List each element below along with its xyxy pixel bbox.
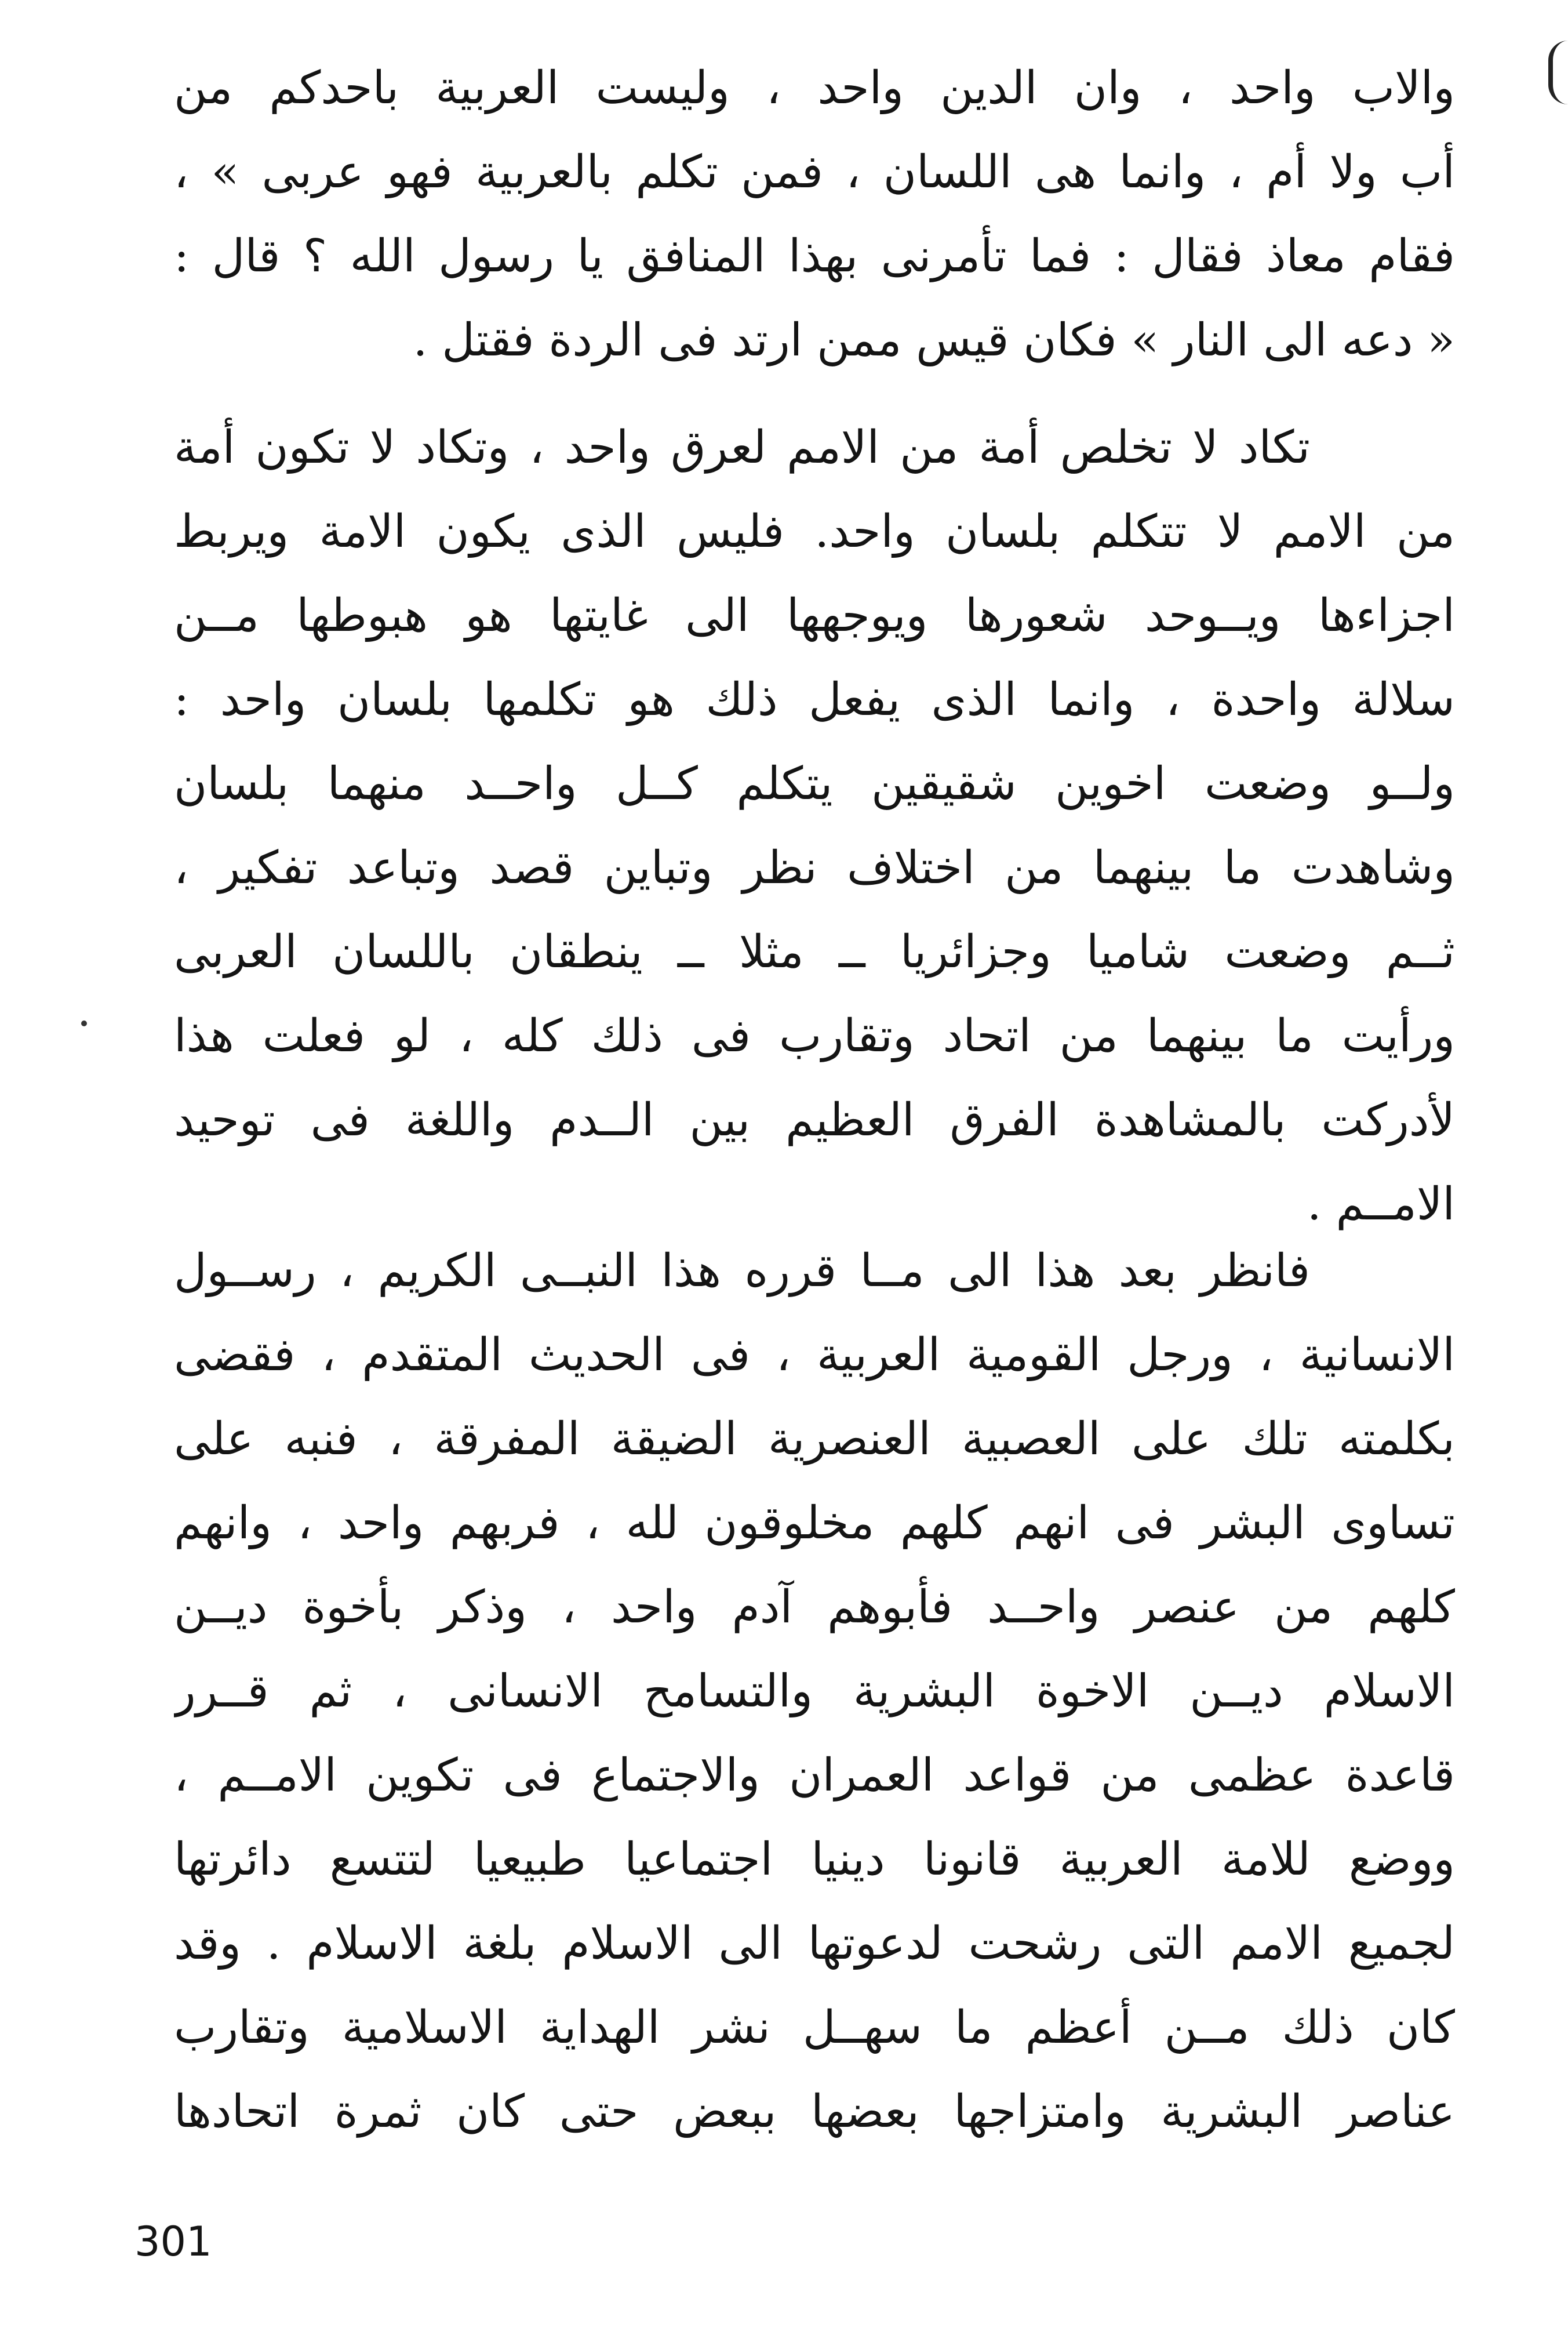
text-line: ورأيت ما بينهما من اتحاد وتقارب فى ذلك كله ، لو فعلت هذا — [174, 1010, 1455, 1062]
text-line: والاب واحد ، وان الدين واحد ، وليست العربية باحدكم من — [174, 62, 1455, 114]
text-line: الانسانية ، ورجل القومية العربية ، فى الحديث المتقدم ، فقضى — [174, 1329, 1455, 1381]
text-line: كلهم من عنصر واحــد فأبوهم آدم واحد ، وذكر بأخوة ديــن — [174, 1581, 1455, 1633]
text-line: وشاهدت ما بينهما من اختلاف نظر وتباين قصد وتباعد تفكير ، — [174, 842, 1455, 894]
text-line: الامــم . — [1307, 1178, 1455, 1230]
text-line: تساوى البشر فى انهم كلهم مخلوقون لله ، فربهم واحد ، وانهم — [174, 1497, 1455, 1549]
text-line: « دعه الى النار » فكان قيس ممن ارتد فى الردة فقتل . — [413, 314, 1455, 366]
text-line: كان ذلك مــن أعظم ما سهــل نشر الهداية الاسلامية وتقارب — [174, 2002, 1455, 2054]
paragraph-3 — [174, 1229, 1455, 2154]
text-line: تكاد لا تخلص أمة من الامم لعرق واحد ، وتكاد لا تكون أمة — [174, 422, 1310, 474]
text-line: الاسلام ديــن الاخوة البشرية والتسامح الانسانى ، ثم قــرر — [174, 1665, 1455, 1717]
text-line: لأدركت بالمشاهدة الفرق العظيم بين الــدم واللغة فى توحيد — [174, 1094, 1455, 1146]
paragraph-2 — [174, 406, 1455, 1247]
page-number: 301 — [134, 2218, 212, 2265]
text-line: من الامم لا تتكلم بلسان واحد. فليس الذى يكون الامة ويربط — [174, 506, 1455, 558]
text-line: ثــم وضعت شاميا وجزائريا ــ مثلا ــ ينطقان باللسان العربى — [174, 926, 1455, 978]
text-line: بكلمته تلك على العصبية العنصرية الضيقة المفرقة ، فنبه على — [174, 1413, 1455, 1465]
text-line: اجزاءها ويــوحد شعورها ويوجهها الى غايتها هو هبوطها مــن — [174, 590, 1455, 642]
text-line: عناصر البشرية وامتزاجها بعضها ببعض حتى كان ثمرة اتحادها — [174, 2086, 1455, 2138]
text-line: سلالة واحدة ، وانما الذى يفعل ذلك هو تكلمها بلسان واحد : — [174, 674, 1455, 726]
text-line: قاعدة عظمى من قواعد العمران والاجتماع فى تكوين الامــم ، — [174, 1749, 1455, 1802]
page-edge-mark — [1548, 41, 1568, 104]
text-line: فقام معاذ فقال : فما تأمرنى بهذا المنافق يا رسول الله ؟ قال : — [174, 230, 1455, 282]
paragraph-1 — [174, 46, 1455, 383]
text-line: أب ولا أم ، وانما هى اللسان ، فمن تكلم بالعربية فهو عربى » ، — [174, 146, 1455, 198]
text-line: ووضع للامة العربية قانونا دينيا اجتماعيا طبيعيا لتتسع دائرتها — [174, 1833, 1455, 1886]
margin-dot — [81, 1021, 87, 1026]
text-line: فانظر بعد هذا الى مــا قرره هذا النبــى الكريم ، رســول — [174, 1245, 1310, 1297]
text-line: لجميع الامم التى رشحت لدعوتها الى الاسلام بلغة الاسلام . وقد — [174, 1918, 1455, 1970]
text-line: ولــو وضعت اخوين شقيقين يتكلم كــل واحــد منهما بلسان — [174, 758, 1455, 810]
